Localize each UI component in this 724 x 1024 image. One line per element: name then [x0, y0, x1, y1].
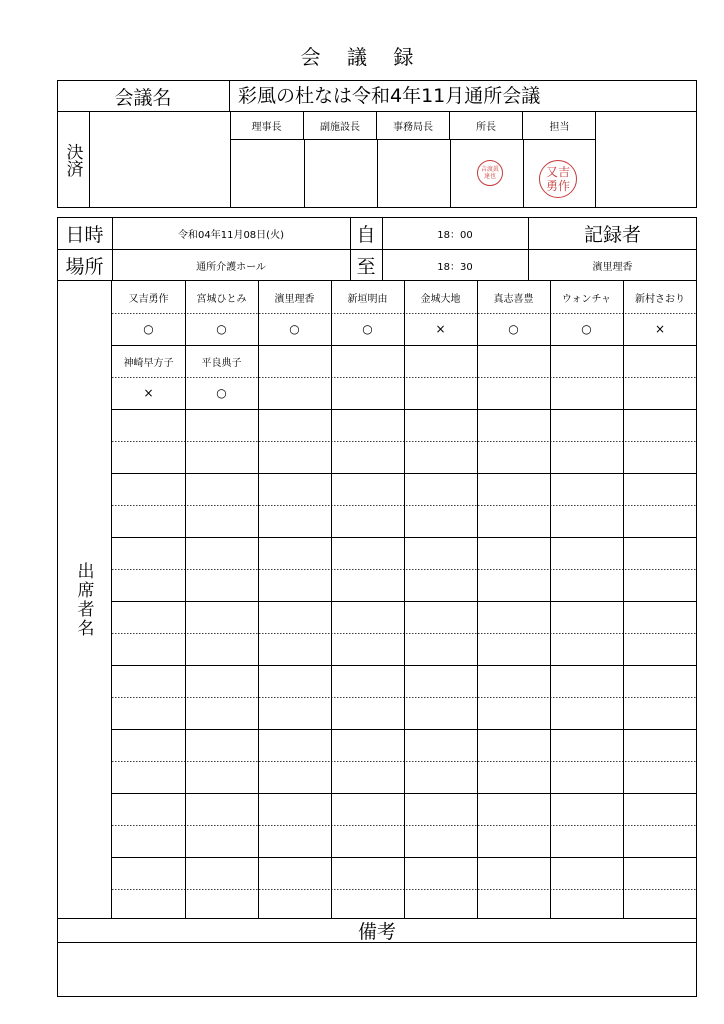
attendance-mark-cell[interactable]: ○ — [508, 322, 519, 336]
date-value[interactable]: 令和04年11月08日(火) — [178, 229, 284, 241]
approval-role-staff: 担当 — [549, 122, 570, 133]
attendance-mark-cell[interactable]: × — [654, 322, 666, 336]
place-value[interactable]: 通所介護ホール — [196, 261, 266, 273]
approval-role-manager: 所長 — [450, 112, 523, 139]
attendee-name-cell[interactable]: 金城大地 — [420, 293, 461, 305]
attendee-name-cell[interactable]: 平良典子 — [201, 357, 242, 369]
attendee-name-cell[interactable]: 新村さおり — [635, 293, 685, 305]
from-time-value[interactable]: 18：00 — [437, 229, 473, 241]
attendee-name-cell[interactable] — [404, 345, 477, 377]
attendee-name-cell[interactable] — [477, 345, 550, 377]
attendance-mark-cell[interactable] — [477, 377, 550, 409]
approval-label: 決済 — [57, 112, 90, 208]
attendee-name-cell[interactable]: ウォンチャ — [561, 293, 612, 305]
attendance-mark-cell[interactable]: × — [435, 322, 446, 336]
attendee-name-cell[interactable] — [550, 345, 623, 377]
attendance-mark-cell[interactable] — [404, 377, 477, 409]
from-label: 自 — [356, 223, 376, 246]
meeting-name-value[interactable]: 彩風の杜なは令和4年11月通所会議 — [238, 85, 541, 107]
recorder-value[interactable]: 濱里理香 — [592, 261, 633, 273]
attendance-mark-cell[interactable]: × — [143, 386, 154, 400]
to-time-value[interactable]: 18：30 — [437, 261, 473, 273]
attendance-mark-cell[interactable]: ○ — [216, 322, 227, 336]
recorder-label: 記録者 — [583, 223, 641, 246]
meeting-name-label: 会議名 — [57, 80, 230, 112]
attendance-mark-cell[interactable] — [331, 377, 404, 409]
attendee-name-cell[interactable]: 神崎早方子 — [123, 357, 174, 369]
attendance-mark-cell[interactable]: ○ — [143, 322, 154, 336]
attendee-label: 出席者名 — [57, 281, 112, 919]
attendance-mark-cell[interactable] — [258, 377, 331, 409]
remarks-label: 備考 — [57, 919, 697, 943]
attendance-mark-cell[interactable]: ○ — [216, 386, 227, 400]
attendance-mark-cell[interactable] — [550, 377, 623, 409]
attendee-name-cell[interactable]: 新垣明由 — [347, 293, 388, 305]
place-label: 場所 — [65, 255, 104, 278]
approval-role-vice-director: 副施設長 — [304, 112, 377, 139]
date-label: 日時 — [65, 223, 104, 246]
attendance-mark-cell[interactable]: ○ — [289, 322, 300, 336]
attendee-name-cell[interactable] — [331, 345, 404, 377]
attendee-name-cell[interactable] — [258, 345, 331, 377]
manager-seal-stamp: 吉渡眞達也 — [477, 160, 503, 186]
document-title: 会 議 録 — [300, 44, 424, 69]
attendee-name-cell[interactable]: 真志喜豊 — [493, 293, 534, 305]
attendee-name-cell[interactable]: 又吉勇作 — [128, 293, 169, 305]
remarks-text-area[interactable] — [62, 946, 692, 994]
approval-role-chairman: 理事長 — [230, 112, 304, 139]
attendance-mark-cell[interactable]: ○ — [362, 322, 373, 336]
attendee-name-cell[interactable]: 宮城ひとみ — [196, 293, 247, 305]
approval-role-secretary-general: 事務局長 — [377, 112, 450, 139]
attendee-name-cell[interactable]: 濱里理香 — [274, 293, 315, 305]
staff-seal-stamp: 又吉勇作 — [539, 160, 577, 198]
attendee-name-cell[interactable] — [623, 345, 697, 377]
attendance-mark-cell[interactable]: ○ — [581, 322, 592, 336]
attendance-mark-cell[interactable] — [623, 377, 697, 409]
to-label: 至 — [356, 255, 376, 278]
